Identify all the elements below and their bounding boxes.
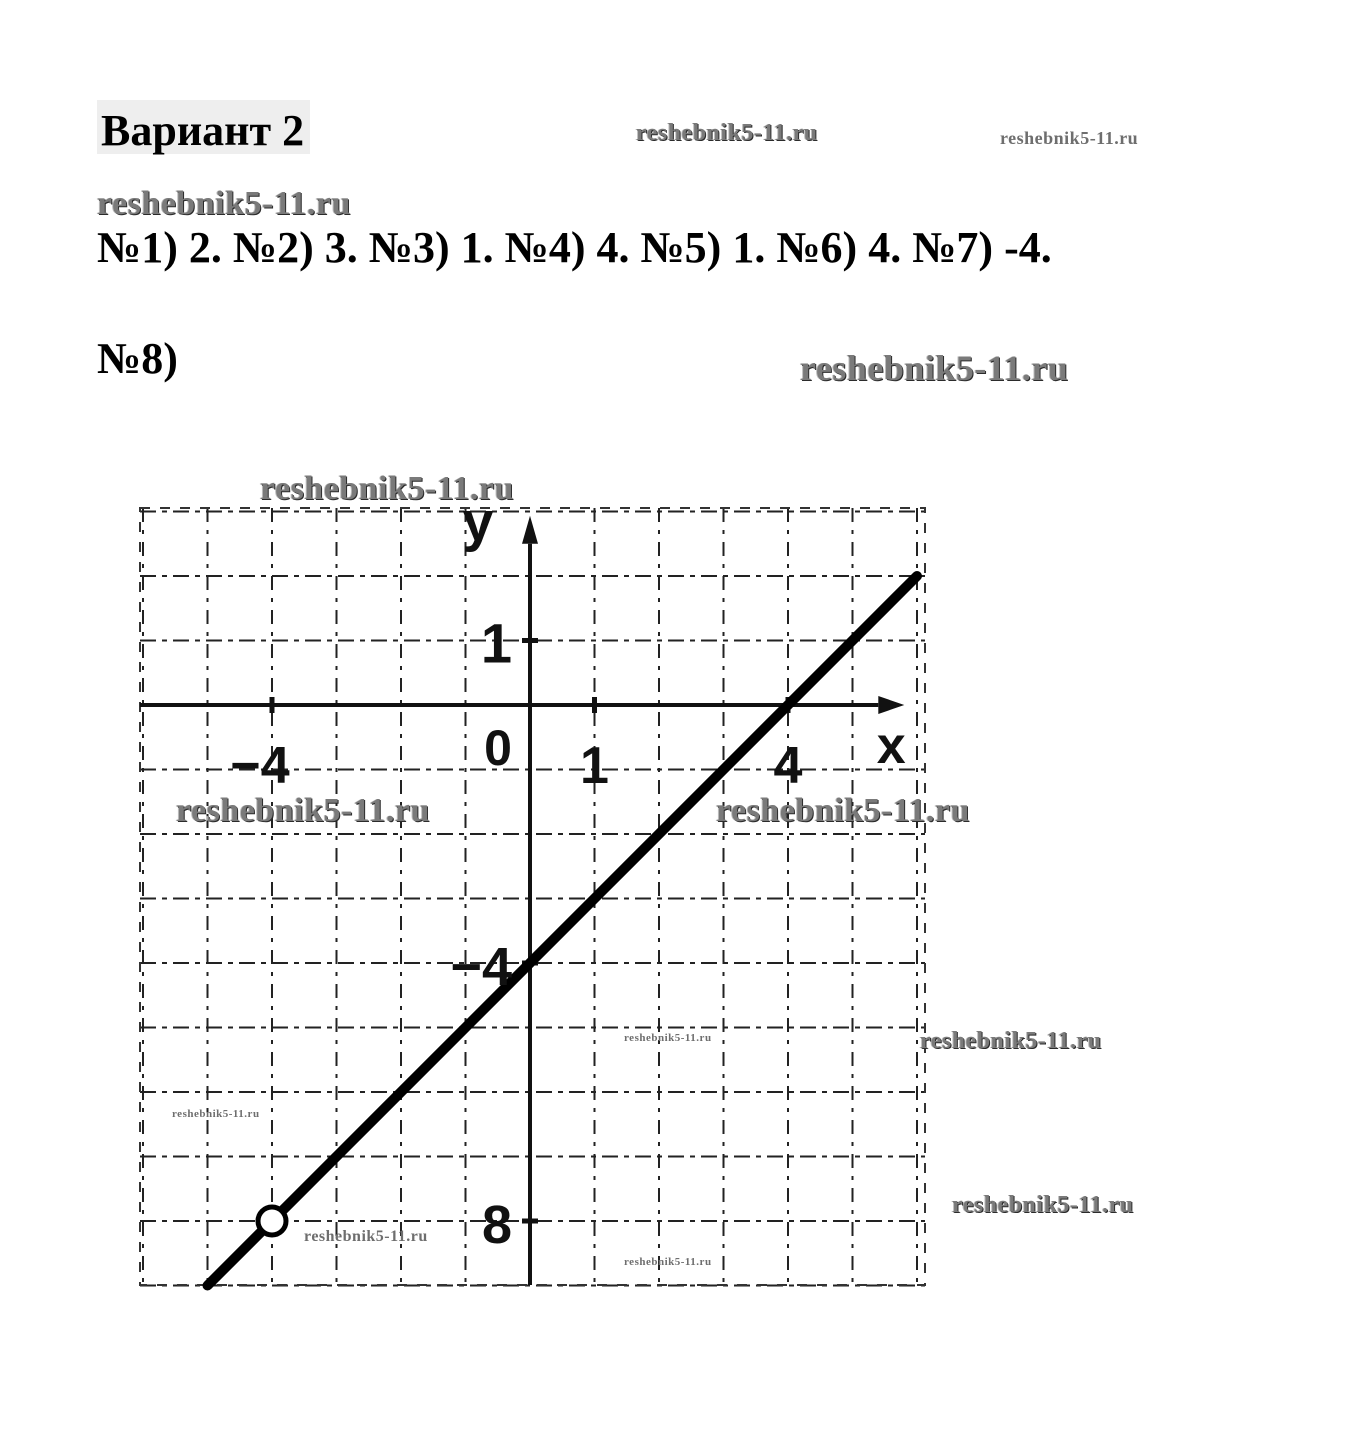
x-tick-label: 1 (580, 737, 609, 795)
answers-line: №1) 2. №2) 3. №3) 1. №4) 4. №5) 1. №6) 4. №7) -4. (97, 223, 1052, 272)
y-tick-label: 8 (481, 1195, 512, 1255)
axes (140, 516, 904, 1285)
watermark: reshebnik5-11.ru (97, 185, 351, 222)
axis-labels (230, 490, 905, 1255)
origin-label: 0 (484, 720, 512, 776)
watermark: reshebnik5-11.ru (172, 1108, 260, 1120)
y-axis-arrow (522, 516, 538, 544)
watermark: reshebnik5-11.ru (800, 348, 1069, 388)
watermark: reshebnik5-11.ru (304, 1228, 428, 1245)
watermark: reshebnik5-11.ru (260, 470, 514, 507)
task-8-label: №8) (97, 334, 178, 383)
grid-frame (140, 508, 925, 1285)
page-title: Вариант 2 (97, 100, 310, 154)
y-axis-label: y (462, 489, 494, 553)
watermark: reshebnik5-11.ru (636, 120, 818, 146)
function-line (208, 576, 918, 1286)
watermark: reshebnik5-11.ru (1000, 128, 1139, 148)
watermark: reshebnik5-11.ru (952, 1192, 1134, 1218)
x-tick-label: −4 (230, 737, 290, 795)
watermark: reshebnik5-11.ru (920, 1028, 1102, 1054)
watermark: reshebnik5-11.ru (716, 792, 970, 829)
watermark: reshebnik5-11.ru (624, 1032, 712, 1044)
watermark: reshebnik5-11.ru (624, 1256, 712, 1268)
x-tick-label: 4 (773, 737, 803, 795)
grid (140, 508, 925, 1286)
y-tick-label: 1 (480, 611, 512, 675)
series-lines (208, 576, 918, 1286)
watermark: reshebnik5-11.ru (176, 792, 430, 829)
x-axis-label: x (876, 717, 906, 775)
open-point (258, 1207, 286, 1235)
x-axis-arrow (878, 696, 904, 714)
y-tick-label: −4 (450, 937, 512, 997)
